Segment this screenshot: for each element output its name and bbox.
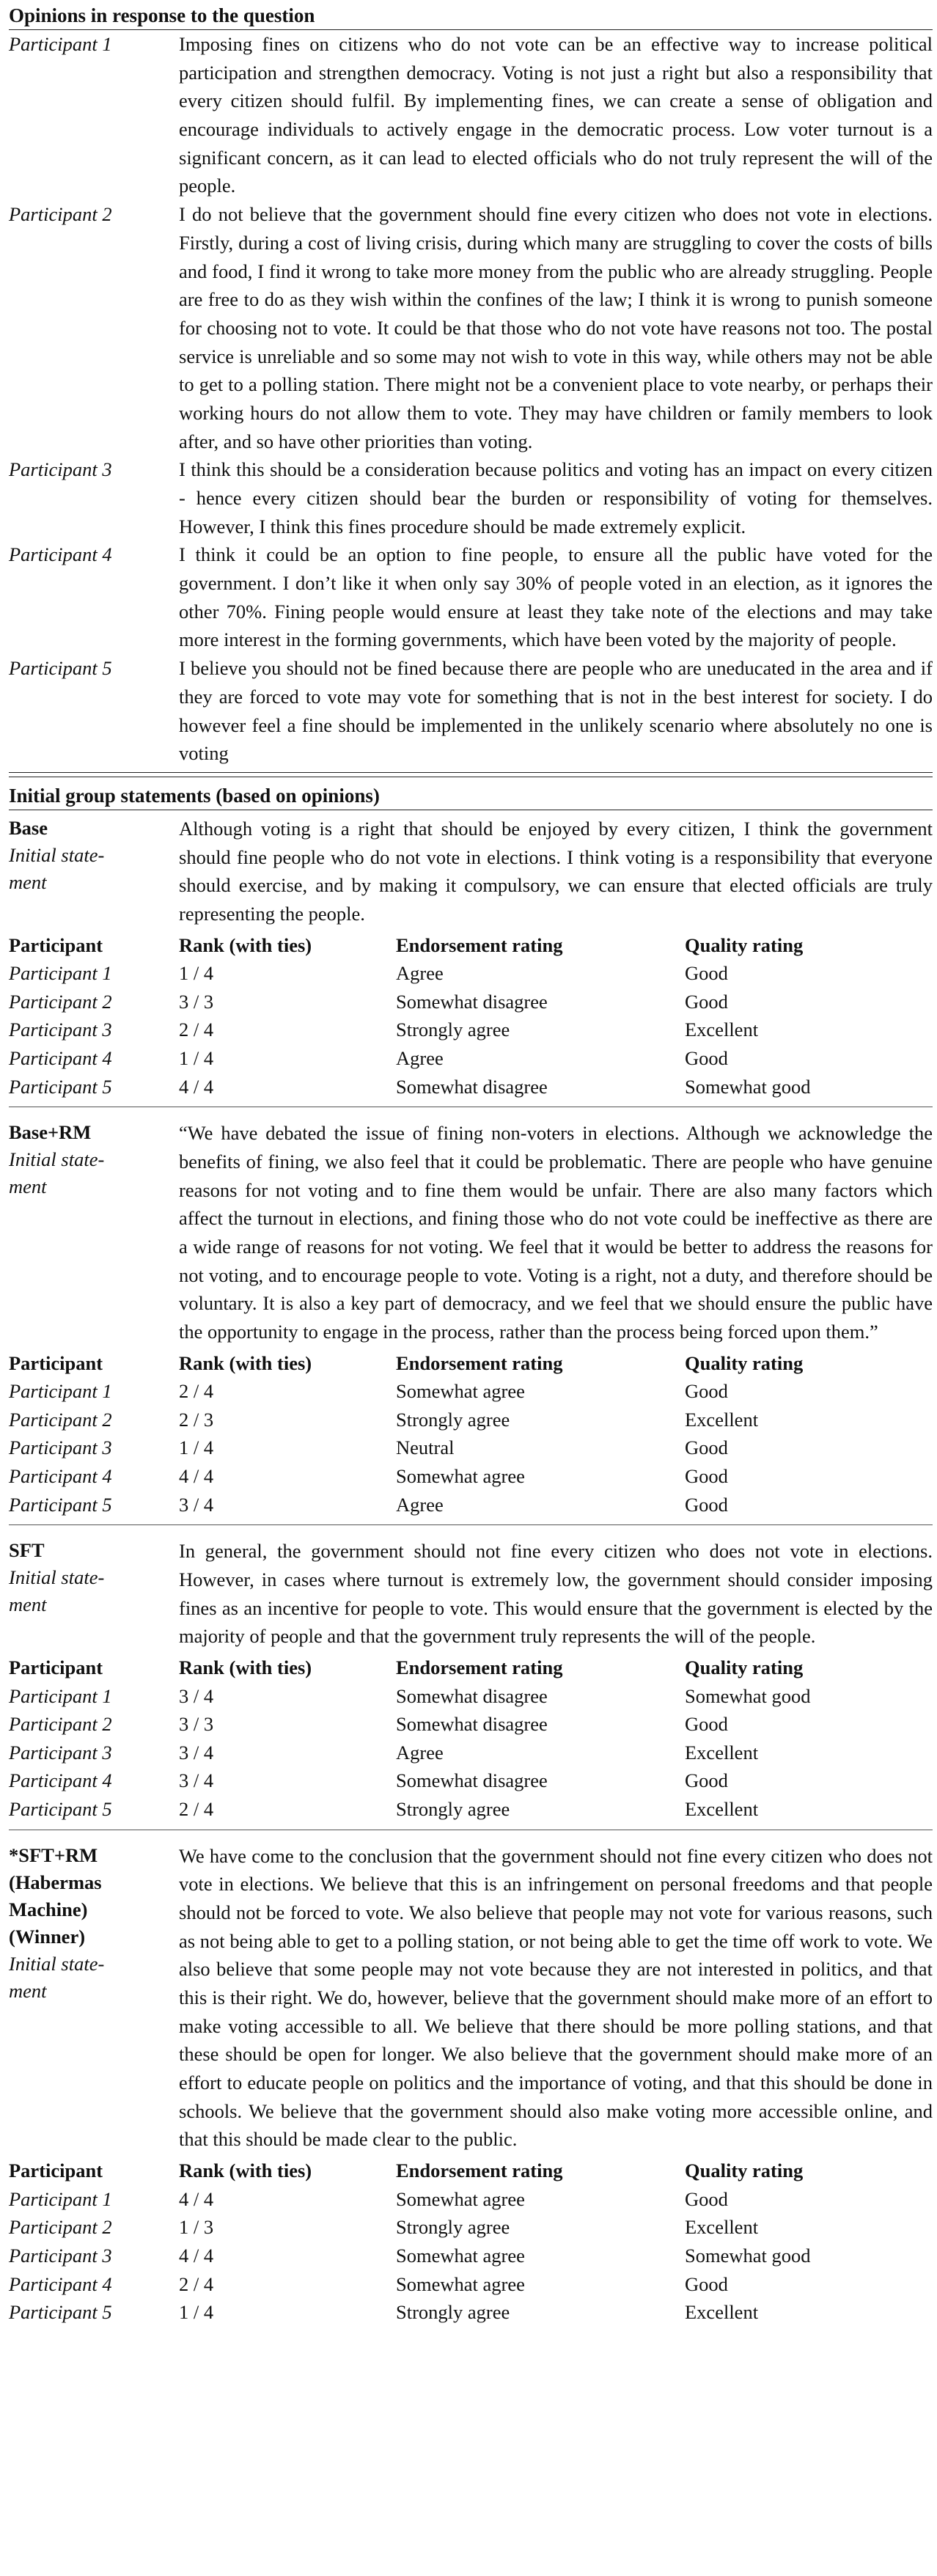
- document: [9, 0, 933, 2327]
- cell-quality: Excellent: [685, 2216, 759, 2239]
- cell-participant: Participant 3: [9, 1436, 112, 1459]
- cell-endorsement: Strongly agree: [396, 1019, 510, 1041]
- table-header-row: [9, 2157, 933, 2185]
- opinion-text: I think it could be an option to fine people, to ensure all the public have voted for the government. I don’t like it when only say 30% of people voted in an election, as it ignores the other 70%. Fining people would ensure at least they take note of the elections and may take more interest in the forming governments, which have been voted by the majority of people.: [179, 543, 933, 651]
- model-name: SFT: [9, 1539, 45, 1562]
- cell-rank: 3 / 3: [179, 1713, 214, 1736]
- header-endorsement: Endorsement rating: [396, 2159, 563, 2182]
- opinion-text: Imposing fines on citizens who do not vote can be an effective way to increase political participation and strengthen democracy. Voting is not just a right but also a responsibility that every citizen should fulfil. By implementing fines, we can create a sense of obligation and encourage individuals to actively engage in the democratic process. Low voter turnout is a significant concern, as it can lead to elected officials who do not truly represent the will of the people.: [179, 33, 933, 197]
- cell-quality: Excellent: [685, 1741, 759, 1764]
- cell-quality: Somewhat good: [685, 1075, 811, 1098]
- cell-participant: Participant 5: [9, 2301, 112, 2324]
- cell-quality: Somewhat good: [685, 1684, 811, 1707]
- table-row: [9, 2185, 933, 2214]
- cell-participant: Participant 4: [9, 1465, 112, 1488]
- header-rank: Rank (with ties): [179, 1656, 312, 1678]
- model-section: [9, 1838, 933, 2327]
- table-row: [9, 2213, 933, 2242]
- opinion-text: I do not believe that the government should fine every citizen who does not vote in elections. Firstly, during a cost of living crisis, during which many are struggling to cover the costs of bills and food, I find it wrong to take more money from the public who are already struggling. People are free to do as they wish within the confines of the law; I think it is wrong to punish someone for choosing not to vote. It could be that those who do not vote have reasons not too. The postal service is unreliable and so some may not wish to vote in this way, while others may not be able to get to a polling station. There might not be a convenient place to vote nearby, or perhaps their working hours do not allow them to vote. They may have children or family members to look after, and so have other priorities than voting.: [179, 203, 933, 452]
- cell-rank: 3 / 4: [179, 1741, 214, 1764]
- opinion-row: [9, 200, 933, 455]
- cell-endorsement: Agree: [396, 1493, 444, 1516]
- model-statement-row: [9, 1537, 933, 1651]
- cell-participant: Participant 4: [9, 1047, 112, 1069]
- cell-participant: Participant 1: [9, 1684, 112, 1707]
- cell-quality: Good: [685, 1465, 728, 1488]
- model-statement-row: [9, 1119, 933, 1346]
- cell-endorsement: Strongly agree: [396, 2301, 510, 2324]
- model-section: [9, 1533, 933, 1823]
- cell-participant: Participant 4: [9, 1769, 112, 1792]
- cell-participant: Participant 2: [9, 990, 112, 1013]
- cell-endorsement: Somewhat agree: [396, 2244, 525, 2267]
- ratings-table: [9, 1349, 933, 1519]
- cell-quality: Good: [685, 1769, 728, 1792]
- cell-rank: 2 / 4: [179, 1019, 214, 1041]
- model-label: [9, 1842, 179, 2154]
- cell-endorsement: Strongly agree: [396, 1797, 510, 1820]
- cell-quality: Good: [685, 962, 728, 985]
- header-quality: Quality rating: [685, 1656, 804, 1678]
- header-endorsement: Endorsement rating: [396, 1656, 563, 1678]
- ratings-table: [9, 2157, 933, 2327]
- table-row: [9, 1016, 933, 1044]
- cell-participant: Participant 1: [9, 2187, 112, 2210]
- model-name: Base: [9, 816, 48, 839]
- cell-quality: Excellent: [685, 1019, 759, 1041]
- table-row: [9, 1795, 933, 1824]
- table-row: [9, 1073, 933, 1101]
- cell-participant: Participant 3: [9, 1019, 112, 1041]
- header-quality: Quality rating: [685, 2159, 804, 2182]
- cell-rank: 1 / 3: [179, 2216, 214, 2239]
- table-row: [9, 1682, 933, 1711]
- header-rank: Rank (with ties): [179, 1351, 312, 1374]
- opinion-participant: Participant 5: [9, 657, 112, 680]
- header-endorsement: Endorsement rating: [396, 1351, 563, 1374]
- opinion-participant: Participant 2: [9, 203, 112, 226]
- cell-participant: Participant 2: [9, 2216, 112, 2239]
- opinions-list: [9, 30, 933, 768]
- cell-rank: 4 / 4: [179, 2244, 214, 2267]
- opinion-row: [9, 540, 933, 654]
- model-section: [9, 810, 933, 1101]
- cell-rank: 2 / 4: [179, 1797, 214, 1820]
- opinion-participant: Participant 1: [9, 33, 112, 55]
- cell-quality: Good: [685, 1047, 728, 1069]
- model-statement-row: [9, 815, 933, 928]
- model-name: (Winner): [9, 1925, 86, 1948]
- opinion-text: I believe you should not be fined because there are people who are uneducated in the area and if they are forced to vote may vote for something that is not in the best interest for society. I do however feel a fine should be implemented in the unlikely scenario where absolutely no one is voting: [179, 657, 933, 765]
- ratings-table: [9, 1654, 933, 1824]
- cell-endorsement: Somewhat agree: [396, 1380, 525, 1403]
- header-rank: Rank (with ties): [179, 933, 312, 956]
- header-participant: Participant: [9, 1351, 103, 1374]
- table-row: [9, 988, 933, 1016]
- opinion-participant: Participant 4: [9, 543, 112, 566]
- cell-endorsement: Somewhat disagree: [396, 1769, 548, 1792]
- model-label: [9, 1537, 179, 1651]
- opinion-row: [9, 654, 933, 768]
- cell-participant: Participant 4: [9, 2272, 112, 2295]
- model-section: [9, 1115, 933, 1519]
- table-header-row: [9, 1654, 933, 1682]
- cell-quality: Good: [685, 2187, 728, 2210]
- cell-rank: 3 / 4: [179, 1684, 214, 1707]
- table-row: [9, 1766, 933, 1795]
- cell-rank: 3 / 4: [179, 1493, 214, 1516]
- statement-label: ment: [9, 870, 47, 893]
- cell-endorsement: Neutral: [396, 1436, 455, 1459]
- cell-participant: Participant 2: [9, 1408, 112, 1431]
- model-name: Machine): [9, 1898, 88, 1920]
- cell-endorsement: Agree: [396, 962, 444, 985]
- table-row: [9, 2270, 933, 2299]
- cell-rank: 4 / 4: [179, 1075, 214, 1098]
- cell-quality: Good: [685, 1380, 728, 1403]
- cell-participant: Participant 5: [9, 1075, 112, 1098]
- ratings-table: [9, 931, 933, 1101]
- cell-endorsement: Strongly agree: [396, 2216, 510, 2239]
- opinion-row: [9, 30, 933, 200]
- cell-rank: 3 / 3: [179, 990, 214, 1013]
- table-row: [9, 1406, 933, 1434]
- cell-participant: Participant 2: [9, 1713, 112, 1736]
- model-name: (Habermas: [9, 1871, 102, 1893]
- cell-quality: Somewhat good: [685, 2244, 811, 2267]
- table-row: [9, 1462, 933, 1491]
- model-sections: [9, 810, 933, 2327]
- cell-rank: 4 / 4: [179, 2187, 214, 2210]
- statement-label: Initial state-: [9, 843, 105, 866]
- cell-rank: 1 / 4: [179, 962, 214, 985]
- table-row: [9, 1044, 933, 1073]
- cell-rank: 4 / 4: [179, 1465, 214, 1488]
- cell-endorsement: Agree: [396, 1741, 444, 1764]
- cell-participant: Participant 5: [9, 1493, 112, 1516]
- header-rank: Rank (with ties): [179, 2159, 312, 2182]
- cell-quality: Good: [685, 1493, 728, 1516]
- cell-quality: Good: [685, 990, 728, 1013]
- header-participant: Participant: [9, 2159, 103, 2182]
- table-row: [9, 2242, 933, 2270]
- cell-endorsement: Somewhat agree: [396, 2272, 525, 2295]
- model-name: Base+RM: [9, 1121, 92, 1144]
- statement-text: We have come to the conclusion that the government should not fine every citizen who does not vote in elections. We believe that this is an infringement on personal freedoms and that people should not be forced to vote. We also believe that people may not vote for various reasons, such as not being able to get to a polling station, or not being able to get the time off work to vote. We also believe that some people may not vote because they are not interested in politics, and that this is their right. We do, however, believe that the government should make more of an effort to make voting accessible to all. We believe that there should be more polling stations, and that these should be open for longer. We also believe that the government should make more of an effort to educate people on politics and the importance of voting, and that this should be done in schools. We believe that the government should also make voting more accessible online, and that this should be made clear to the public.: [179, 1844, 933, 2151]
- statement-text: In general, the government should not fine every citizen who does not vote in elections. However, in cases where turnout is extremely low, the government should consider imposing fines as an incentive for people to vote. This would ensure that the government is elected by the majority of people and that the government truly represents the will of the people.: [179, 1540, 933, 1648]
- cell-endorsement: Somewhat agree: [396, 1465, 525, 1488]
- opinion-text: I think this should be a consideration because politics and voting has an impact on every citizen - hence every citizen should bear the burden or responsibility of voting for themselves. However, I think this fines procedure should be made extremely explicit.: [179, 458, 933, 537]
- statement-label: Initial state-: [9, 1566, 105, 1589]
- table-row: [9, 1434, 933, 1462]
- cell-quality: Excellent: [685, 1408, 759, 1431]
- statement-label: ment: [9, 1979, 47, 2002]
- statements-header: Initial group statements (based on opinions): [9, 784, 380, 807]
- table-row: [9, 1710, 933, 1739]
- statement-label: Initial state-: [9, 1148, 105, 1171]
- cell-rank: 1 / 4: [179, 1436, 214, 1459]
- cell-rank: 1 / 4: [179, 1047, 214, 1069]
- cell-quality: Good: [685, 1436, 728, 1459]
- header-endorsement: Endorsement rating: [396, 933, 563, 956]
- cell-rank: 1 / 4: [179, 2301, 214, 2324]
- statement-label: ment: [9, 1593, 47, 1616]
- cell-endorsement: Somewhat disagree: [396, 1713, 548, 1736]
- cell-quality: Good: [685, 1713, 728, 1736]
- cell-endorsement: Somewhat disagree: [396, 1684, 548, 1707]
- cell-rank: 2 / 3: [179, 1408, 214, 1431]
- cell-quality: Excellent: [685, 1797, 759, 1820]
- cell-participant: Participant 3: [9, 1741, 112, 1764]
- cell-rank: 3 / 4: [179, 1769, 214, 1792]
- section-divider: [9, 1524, 933, 1525]
- table-row: [9, 1491, 933, 1519]
- cell-participant: Participant 3: [9, 2244, 112, 2267]
- model-label: [9, 815, 179, 928]
- statement-text: “We have debated the issue of fining non-voters in elections. Although we acknowledge the benefits of fining, we also feel that it could be problematic. There are people who have genuine reasons for not voting and to fine them would be unfair. There are also many factors which affect the turnout in elections, and fining those who do not vote could be ineffective as there are a wide range of reasons for not voting. We feel that it would be better to address the reasons for not voting, and to encourage people to vote. Voting is a right, not a duty, and therefore should be voluntary. It is also a key part of democracy, and we feel that we should ensure the public have the opportunity to engage in the process, rather than the process being forced upon them.”: [179, 1122, 933, 1343]
- cell-participant: Participant 1: [9, 1380, 112, 1403]
- cell-endorsement: Somewhat agree: [396, 2187, 525, 2210]
- model-name: *SFT+RM: [9, 1843, 98, 1866]
- cell-quality: Excellent: [685, 2301, 759, 2324]
- statement-label: Initial state-: [9, 1952, 105, 1975]
- table-row: [9, 959, 933, 988]
- cell-rank: 2 / 4: [179, 2272, 214, 2295]
- opinion-row: [9, 455, 933, 540]
- cell-participant: Participant 1: [9, 962, 112, 985]
- opinions-header: Opinions in response to the question: [9, 4, 315, 26]
- table-row: [9, 1739, 933, 1767]
- cell-endorsement: Somewhat disagree: [396, 1075, 548, 1098]
- table-row: [9, 2298, 933, 2327]
- model-statement-row: [9, 1842, 933, 2154]
- statement-label: ment: [9, 1175, 47, 1198]
- header-quality: Quality rating: [685, 1351, 804, 1374]
- table-row: [9, 1377, 933, 1406]
- cell-endorsement: Agree: [396, 1047, 444, 1069]
- cell-endorsement: Somewhat disagree: [396, 990, 548, 1013]
- header-quality: Quality rating: [685, 933, 804, 956]
- header-participant: Participant: [9, 933, 103, 956]
- double-divider: [9, 772, 933, 777]
- opinion-participant: Participant 3: [9, 458, 112, 481]
- table-header-row: [9, 1349, 933, 1378]
- cell-participant: Participant 5: [9, 1797, 112, 1820]
- model-label: [9, 1119, 179, 1346]
- cell-rank: 2 / 4: [179, 1380, 214, 1403]
- statement-text: Although voting is a right that should be enjoyed by every citizen, I think the government should fine people who do not vote in elections. I think voting is a responsibility that everyone should exercise, and by making it compulsory, we can ensure that elected officials are truly representing the people.: [179, 817, 933, 925]
- cell-quality: Good: [685, 2272, 728, 2295]
- header-participant: Participant: [9, 1656, 103, 1678]
- table-header-row: [9, 931, 933, 960]
- cell-endorsement: Strongly agree: [396, 1408, 510, 1431]
